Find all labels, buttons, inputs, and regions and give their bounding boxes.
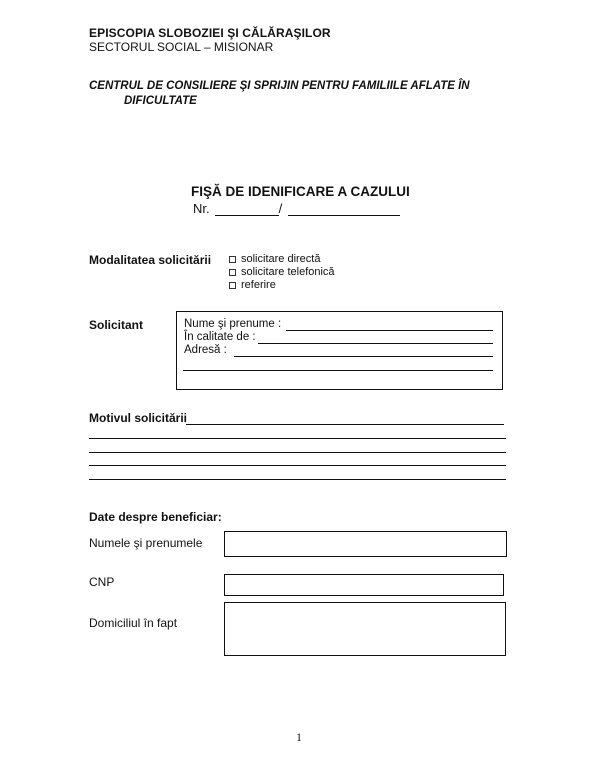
beneficiary-cnp-field[interactable] bbox=[224, 574, 504, 596]
request-reason-label: Motivul solicitării bbox=[89, 411, 188, 425]
request-reason-line[interactable] bbox=[89, 479, 506, 480]
applicant-capacity-field[interactable] bbox=[258, 343, 493, 344]
org-sector: SECTORUL SOCIAL – MISIONAR bbox=[89, 40, 274, 54]
applicant-box bbox=[176, 311, 503, 390]
beneficiary-name-label: Numele şi prenumele bbox=[89, 536, 203, 550]
applicant-name-field[interactable] bbox=[286, 330, 493, 331]
request-reason-field[interactable] bbox=[186, 424, 504, 425]
option-referral-label: referire bbox=[241, 279, 276, 291]
request-reason-line[interactable] bbox=[89, 438, 506, 439]
option-direct[interactable] bbox=[229, 253, 320, 265]
center-name-line1: CENTRUL DE CONSILIERE ŞI SPRIJIN PENTRU FAMILIILE AFLATE ÎN bbox=[89, 80, 470, 92]
checkbox-icon[interactable] bbox=[229, 269, 236, 276]
applicant-address-row bbox=[184, 344, 227, 356]
beneficiary-address-label: Domiciliul în fapt bbox=[89, 616, 178, 630]
form-title: FIŞĂ DE IDENIFICARE A CAZULUI bbox=[191, 184, 410, 199]
case-number-separator: / bbox=[278, 201, 283, 216]
case-date-field[interactable] bbox=[288, 204, 400, 216]
case-number-label: Nr. bbox=[193, 201, 210, 216]
applicant-label: Solicitant bbox=[89, 318, 144, 332]
checkbox-icon[interactable] bbox=[229, 256, 236, 263]
applicant-address-label: Adresă : bbox=[184, 344, 227, 356]
option-referral[interactable] bbox=[229, 279, 276, 291]
beneficiary-name-field[interactable] bbox=[224, 531, 507, 557]
beneficiary-address-field[interactable] bbox=[224, 602, 506, 656]
request-reason-line[interactable] bbox=[89, 465, 506, 466]
applicant-capacity-label: În calitate de : bbox=[184, 331, 256, 343]
checkbox-icon[interactable] bbox=[229, 282, 236, 289]
option-phone[interactable] bbox=[229, 266, 335, 278]
org-name: EPISCOPIA SLOBOZIEI ŞI CĂLĂRAŞILOR bbox=[89, 26, 331, 40]
request-mode-label: Modalitatea solicitării bbox=[89, 253, 212, 267]
beneficiary-cnp-label: CNP bbox=[89, 575, 115, 589]
applicant-name-label: Nume şi prenume : bbox=[184, 318, 282, 330]
request-reason-line[interactable] bbox=[89, 452, 506, 453]
case-number-line bbox=[193, 201, 400, 216]
case-number-field[interactable] bbox=[215, 204, 279, 216]
option-phone-label: solicitare telefonică bbox=[241, 266, 335, 278]
beneficiary-section-label: Date despre beneficiar: bbox=[89, 510, 222, 524]
applicant-capacity-row bbox=[184, 331, 256, 343]
applicant-address-field[interactable] bbox=[234, 356, 493, 357]
applicant-name-row bbox=[184, 318, 281, 330]
applicant-extra-line[interactable] bbox=[183, 370, 493, 371]
option-direct-label: solicitare directă bbox=[241, 253, 321, 265]
center-name-line2: DIFICULTATE bbox=[124, 95, 197, 107]
page-number: 1 bbox=[296, 730, 302, 744]
